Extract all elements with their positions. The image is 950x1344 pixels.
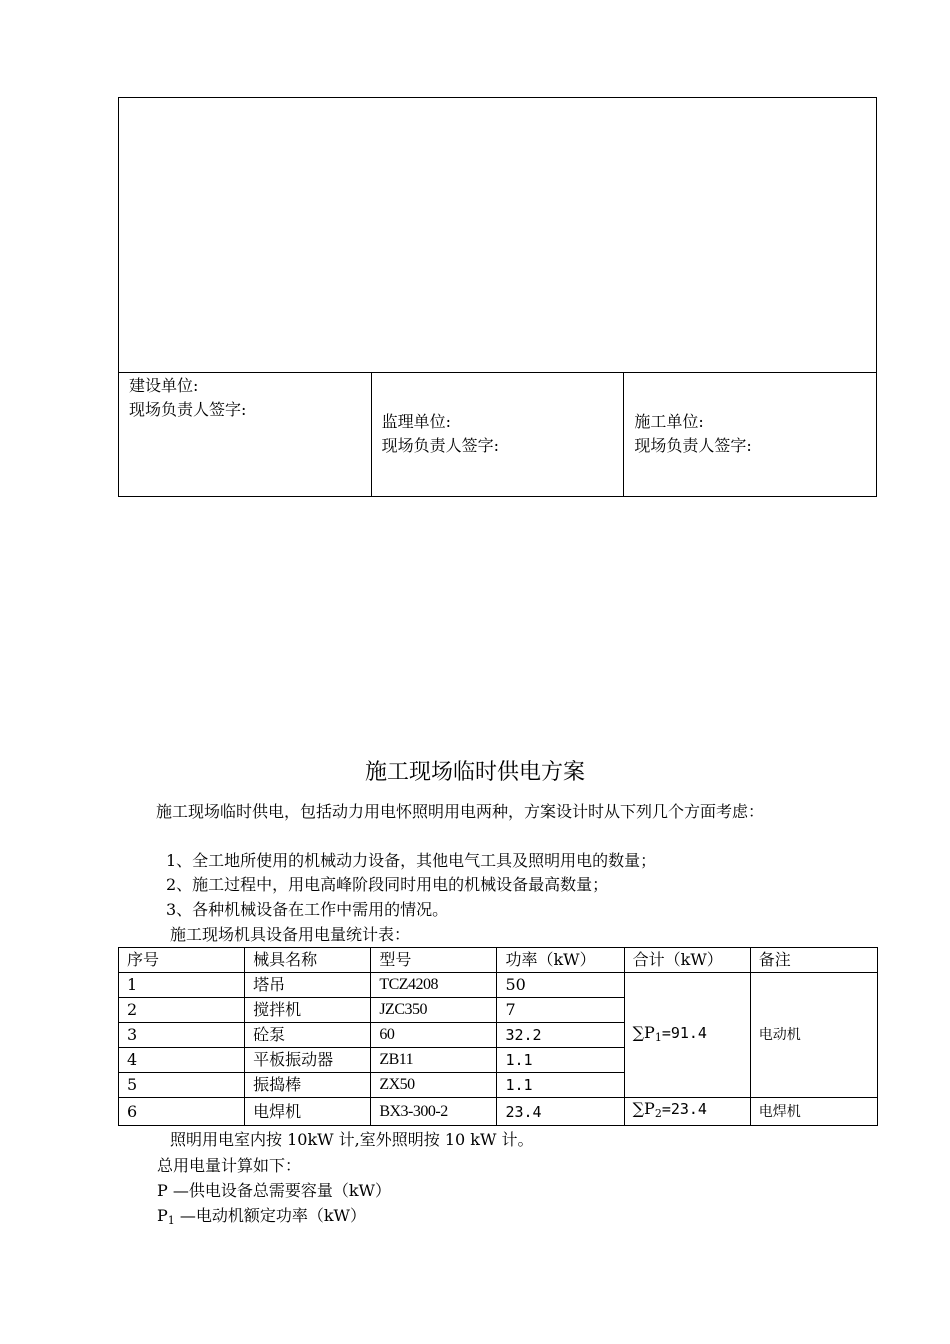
sum2-sub: 2 bbox=[654, 1107, 662, 1120]
cell-note-motor: 电动机 bbox=[750, 973, 877, 1098]
cell-no: 6 bbox=[119, 1098, 245, 1126]
cell-power: 23.4 bbox=[497, 1098, 624, 1126]
cell-name: 电焊机 bbox=[245, 1098, 371, 1126]
cell-no: 3 bbox=[119, 1023, 245, 1048]
cell-no: 2 bbox=[119, 998, 245, 1023]
sum2-value: =23.4 bbox=[661, 1100, 707, 1118]
cell-model: ZX50 bbox=[371, 1073, 497, 1098]
cell-model: TCZ4208 bbox=[371, 973, 497, 998]
cell-model: JZC350 bbox=[371, 998, 497, 1023]
header-no: 序号 bbox=[119, 948, 245, 973]
p1-symbol: P bbox=[157, 1206, 168, 1225]
header-model: 型号 bbox=[371, 948, 497, 973]
supervision-sign-label: 现场负责人签字: bbox=[381, 436, 500, 455]
list-item: 2、施工过程中，用电高峰阶段同时用电的机械设备最高数量； bbox=[166, 875, 609, 894]
cell-model: BX3-300-2 bbox=[371, 1098, 497, 1126]
cell-power: 1.1 bbox=[497, 1073, 624, 1098]
cell-no: 4 bbox=[119, 1048, 245, 1073]
cell-name: 振捣棒 bbox=[245, 1073, 371, 1098]
equipment-table bbox=[118, 947, 878, 1126]
list-item: 3、各种机械设备在工作中需用的情况。 bbox=[166, 900, 449, 919]
cell-name: 搅拌机 bbox=[245, 998, 371, 1023]
cell-sum-motor bbox=[624, 973, 750, 1098]
supervision-unit-label: 监理单位: bbox=[381, 412, 452, 431]
header-name: 械具名称 bbox=[245, 948, 371, 973]
cell-model: 60 bbox=[371, 1023, 497, 1048]
cell-no: 5 bbox=[119, 1073, 245, 1098]
intro-paragraph: 施工现场临时供电，包括动力用电怀照明用电两种，方案设计时从下列几个方面考虑： bbox=[156, 802, 765, 821]
p1-sub: 1 bbox=[167, 1214, 175, 1227]
contractor-unit-label: 施工单位: bbox=[634, 412, 704, 431]
cell-note-welder: 电焊机 bbox=[750, 1098, 877, 1126]
cell-name: 平板振动器 bbox=[245, 1048, 371, 1073]
cell-name: 砼泵 bbox=[245, 1023, 371, 1048]
contractor-sign-label: 现场负责人签字: bbox=[634, 436, 752, 455]
cell-power: 1.1 bbox=[497, 1048, 624, 1073]
cell-power: 7 bbox=[497, 998, 624, 1023]
p1-definition bbox=[157, 1204, 366, 1233]
construction-sign-label: 现场负责人签字: bbox=[129, 400, 247, 419]
header-total: 合计（kW） bbox=[624, 948, 750, 973]
contractor-unit-cell bbox=[623, 373, 876, 496]
table-row bbox=[119, 1098, 878, 1126]
table-row bbox=[119, 973, 878, 998]
sum1-sub: 1 bbox=[654, 1030, 662, 1044]
construction-unit-cell bbox=[119, 373, 371, 496]
cell-model: ZB11 bbox=[371, 1048, 497, 1073]
cell-power: 32.2 bbox=[497, 1023, 624, 1048]
cell-power: 50 bbox=[497, 973, 624, 998]
lighting-text: 照明用电室内按 10kW 计,室外照明按 10 kW 计。 bbox=[170, 1130, 534, 1149]
cell-name: 塔吊 bbox=[245, 973, 371, 998]
sum1-prefix: ∑P bbox=[632, 1022, 655, 1042]
header-remark: 备注 bbox=[750, 948, 877, 973]
p1-text: —电动机额定功率（kW） bbox=[174, 1206, 366, 1225]
p-definition: P —供电设备总需要容量（kW） bbox=[157, 1181, 391, 1200]
document-title: 施工现场临时供电方案 bbox=[364, 760, 585, 785]
header-power: 功率（kW） bbox=[497, 948, 624, 973]
sum1-value: =91.4 bbox=[661, 1023, 707, 1042]
sum2-prefix: ∑P bbox=[632, 1099, 655, 1118]
table-header-row bbox=[119, 948, 878, 973]
cell-sum-welder bbox=[624, 1098, 750, 1126]
table-caption: 施工现场机具设备用电量统计表： bbox=[170, 925, 411, 944]
signature-row bbox=[119, 372, 876, 496]
list-item: 1、全工地所使用的机械动力设备，其他电气工具及照明用电的数量； bbox=[166, 851, 657, 870]
supervision-unit-cell bbox=[371, 373, 624, 496]
calc-text: 总用电量计算如下： bbox=[157, 1156, 302, 1175]
signature-box bbox=[118, 97, 877, 497]
cell-no: 1 bbox=[119, 973, 245, 998]
construction-unit-label: 建设单位: bbox=[129, 376, 199, 395]
